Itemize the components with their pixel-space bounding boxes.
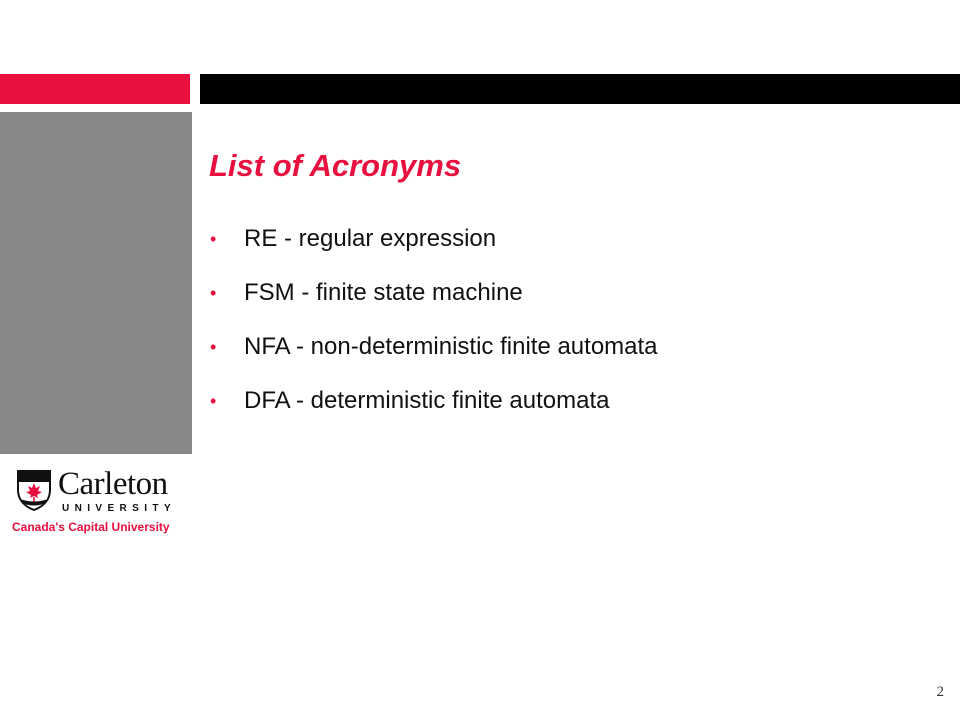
slide-title: List of Acronyms xyxy=(209,148,462,183)
shield-icon xyxy=(16,468,52,512)
bullet-item xyxy=(210,212,658,266)
red-header-bar xyxy=(0,74,190,104)
logo-wordmark: Carleton xyxy=(58,466,168,502)
carleton-logo xyxy=(12,466,188,538)
bullet-list xyxy=(210,212,658,428)
gray-side-panel xyxy=(0,112,192,454)
bullet-text: FSM - finite state machine xyxy=(244,279,523,306)
bullet-text: DFA - deterministic finite automata xyxy=(244,387,610,414)
logo-tagline: Canada's Capital University xyxy=(12,520,170,534)
bullet-item xyxy=(210,374,658,428)
bullet-text: NFA - non-deterministic finite automata xyxy=(244,333,658,360)
black-header-bar xyxy=(200,74,960,104)
logo-subtitle: UNIVERSITY xyxy=(62,503,177,514)
bullet-dot: • xyxy=(210,228,217,249)
page-number: 2 xyxy=(936,684,944,700)
bullet-dot: • xyxy=(210,390,217,411)
bullet-item xyxy=(210,266,658,320)
bullet-text: RE - regular expression xyxy=(244,225,497,252)
bullet-dot: • xyxy=(210,336,217,357)
bullet-item xyxy=(210,320,658,374)
bullet-dot: • xyxy=(210,282,217,303)
